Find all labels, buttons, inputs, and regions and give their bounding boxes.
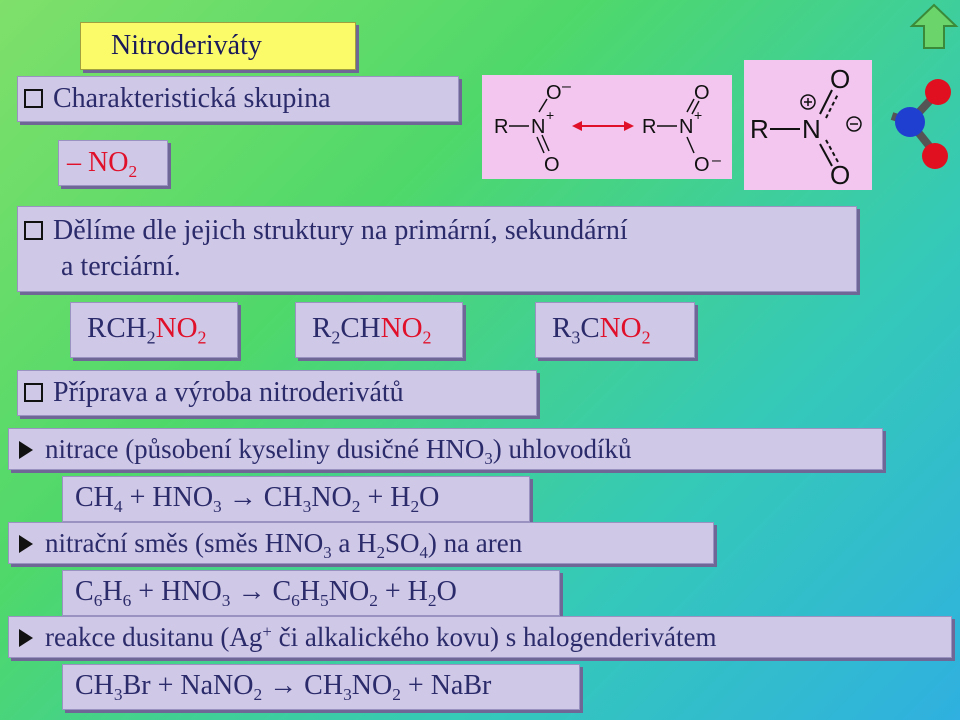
svg-text:N: N — [531, 116, 546, 138]
section-characteristic — [17, 76, 459, 122]
arrow-bullet-icon — [19, 629, 33, 647]
classification-line1: Dělíme dle jejich struktury na primární, sekundární — [53, 215, 628, 246]
functional-group: – $NO_2$ — [58, 140, 168, 186]
svg-text:+: + — [546, 107, 555, 123]
structure-r: R — [494, 116, 509, 138]
formula-secondary: $R_2CHNO_2$ — [295, 302, 463, 358]
method-nitrating-mixture: nitrační směs (směs $HNO_3$ a $H_2SO_4$) na aren — [8, 522, 714, 564]
section-preparation-label: Příprava a výroba nitroderivátů — [53, 377, 404, 408]
svg-text:+: + — [694, 107, 703, 123]
method-nitrite-reaction: reakce dusitanu (Ag+ či alkalického kovu) s halogenderivátem — [8, 616, 952, 658]
checkbox-bullet-icon — [24, 221, 43, 240]
arrow-bullet-icon — [19, 535, 33, 553]
nitro-molecule-icon — [880, 70, 960, 180]
equation-methane: $CH_4 + HNO_3 \to CH_3NO_2 + H_2O$ — [62, 476, 530, 522]
svg-text:O: O — [694, 82, 710, 104]
svg-text:O: O — [694, 154, 710, 176]
classification-line2: a terciární. — [61, 251, 181, 282]
svg-text:O: O — [544, 154, 560, 176]
resonance-structure — [482, 75, 732, 179]
svg-text:–: – — [712, 152, 721, 169]
svg-text:R: R — [642, 116, 657, 138]
equation-benzene: $C_6H_6 + HNO_3 \to C_6H_5NO_2 + H_2O$ — [62, 570, 560, 616]
home-arrow-icon[interactable] — [908, 2, 960, 52]
delocalized-structure — [744, 60, 872, 190]
section-preparation — [17, 370, 537, 416]
section-classification — [17, 206, 857, 292]
svg-text:N: N — [802, 114, 821, 144]
svg-text:–: – — [562, 78, 571, 95]
svg-text:O: O — [830, 64, 851, 94]
method-nitration: nitrace (působení kyseliny dusičné $HNO_3$) uhlovodíků — [8, 428, 883, 470]
svg-text:R: R — [750, 114, 769, 144]
formula-tertiary: $R_3CNO_2$ — [535, 302, 695, 358]
formula-primary: $RCH_2NO_2$ — [70, 302, 238, 358]
svg-text:N: N — [679, 116, 694, 138]
svg-text:O: O — [830, 160, 851, 190]
checkbox-bullet-icon — [24, 383, 43, 402]
page-title: Nitroderiváty — [80, 22, 356, 70]
section-characteristic-label: Charakteristická skupina — [53, 83, 331, 114]
checkbox-bullet-icon — [24, 89, 43, 108]
equation-bromomethane: $CH_3Br$ + NaNO$_2$ → $CH_3NO_2$ + NaBr — [62, 664, 580, 710]
arrow-bullet-icon — [19, 441, 33, 459]
svg-text:O: O — [546, 82, 562, 104]
